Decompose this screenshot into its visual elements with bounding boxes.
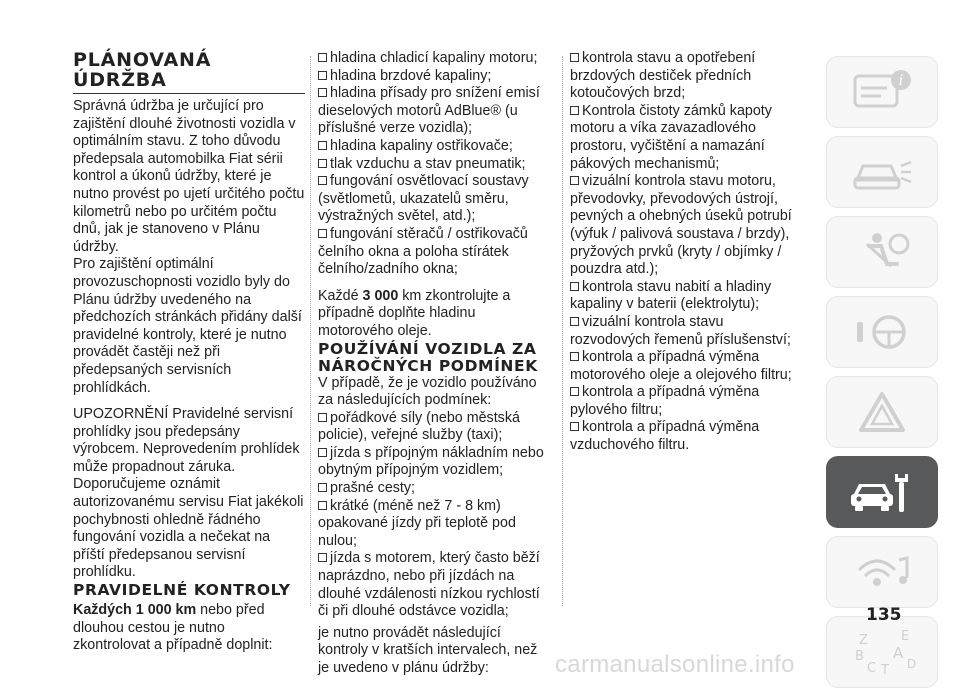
condition-item <box>318 445 550 480</box>
bold-3000: 3 000 <box>362 287 399 304</box>
car-lights-icon <box>847 146 917 198</box>
check-list-1 <box>318 50 550 279</box>
steering-key-icon <box>847 306 917 358</box>
tab-lights[interactable] <box>826 136 938 208</box>
list-item-text: kontrola stavu nabití a hladiny kapaliny v baterii (elektrolytu); <box>570 278 772 313</box>
list-item-text: Kontrola čistoty zámků kapoty motoru a víka zavazadlového prostoru, vyčištění a namazání pákových mechanismů; <box>570 102 772 172</box>
maintenance-item <box>570 384 802 419</box>
checkbox-bullet-icon <box>570 317 579 326</box>
tab-index[interactable] <box>826 616 938 688</box>
title-rule <box>73 93 305 94</box>
list-item-text: kontrola stavu a opotřebení brzdových destiček předních kotoučových brzd; <box>570 50 756 102</box>
checkbox-bullet-icon <box>318 176 327 185</box>
list-item-text: jízda s motorem, který často běží naprázdno, nebo při jízdách na dlouhé vzdálenosti nízkou rychlostí či při dlouhé odstávce vozidla; <box>318 550 540 620</box>
tab-dashboard[interactable] <box>826 56 938 128</box>
checkbox-bullet-icon <box>318 553 327 562</box>
svg-text:i: i <box>898 73 904 89</box>
index-letter: Z <box>859 633 868 648</box>
index-letter: C <box>867 661 877 676</box>
maintenance-item <box>570 173 802 279</box>
title-line-1: PLÁNOVANÁ <box>73 49 212 71</box>
list-item-text: prašné cesty; <box>330 480 416 497</box>
paragraph-warning: UPOZORNĚNÍ Pravidelné servisní prohlídky jsou předepsány výrobcem. Neprovedením prohlídek může propadnout záruka. Doporučujeme oznámit autorizovanému servisu Fiat jakékoli pochybnosti ohledně řádného fungování vozidla a nečekat na příští předepsanou servisní prohlídku. <box>73 406 304 581</box>
check-item <box>318 50 550 68</box>
list-item-text: hladina přísady pro snížení emisí dieselových motorů AdBlue® (u příslušné verze vozidla); <box>318 85 540 137</box>
tab-emergency[interactable] <box>826 376 938 448</box>
check-item <box>318 226 550 279</box>
list-item-text: vizuální kontrola stavu rozvodových řemenů příslušenství; <box>570 313 791 348</box>
paragraph-extra-checks: Pro zajištění optimální provozuschopnosti vozidlo byly do Plánu údržby uvedeného na předchozích stránkách přidány další pravidelné kontroly, které je nutno provádět častěji než při předepsaných servisních prohlídkách. <box>73 256 302 396</box>
tab-multimedia[interactable] <box>826 536 938 608</box>
index-letter: T <box>881 663 889 678</box>
checkbox-bullet-icon <box>570 106 579 115</box>
list-item-text: hladina chladicí kapaliny motoru; <box>330 50 538 66</box>
maintenance-list <box>570 50 802 455</box>
list-item-text: kontrola a případná výměna pylového filtru; <box>570 384 760 418</box>
conditions-list <box>318 410 550 621</box>
checkbox-bullet-icon <box>570 422 579 431</box>
checkbox-bullet-icon <box>318 159 327 168</box>
list-item-text: fungování stěračů / ostřikovačů čelního okna a poloha stírátek čelního/zadního okna; <box>318 225 528 278</box>
bold-interval: Každých 1 000 km <box>73 602 197 619</box>
list-item-text: jízda s přípojným nákladním nebo obytným přípojným vozidlem; <box>318 444 544 479</box>
check-item <box>318 173 550 226</box>
title-line-2: ÚDRŽBA <box>73 69 167 91</box>
checkbox-bullet-icon <box>570 282 579 291</box>
checkbox-bullet-icon <box>318 413 327 422</box>
paragraph-intro: Správná údržba je určující pro zajištění dlouhé životnosti vozidla v optimálním stavu. Z toho důvodu předepsala automobilka Fiat sérii kontrol a úkonů údržby, které je nutno provést po ujetí určitého počtu kilometrů nebo po určitém počtu dnů, jak je stanoveno v Plánu údržby. <box>73 98 305 255</box>
column-divider <box>310 56 311 606</box>
condition-item <box>318 550 550 620</box>
watermark: carmanualsonline.info <box>555 651 795 678</box>
maintenance-item <box>570 50 802 103</box>
index-letter: B <box>855 649 864 664</box>
checkbox-bullet-icon <box>318 483 327 492</box>
maintenance-item <box>570 419 802 454</box>
page-number: 135 <box>866 605 902 625</box>
maintenance-item <box>570 349 802 384</box>
checkbox-bullet-icon <box>570 387 579 396</box>
media-nav-icon <box>847 546 917 598</box>
check-item <box>318 85 550 138</box>
paragraph-every-1000km <box>73 602 305 655</box>
tab-safety[interactable] <box>826 216 938 288</box>
section-title-regular-checks: PRAVIDELNÉ KONTROLY <box>73 581 291 600</box>
list-item-text: vizuální kontrola stavu motoru, převodovky, převodových ústrojí, pevných a ohebných úseků potrubí (výfuk / palivová soustava / brzdy), pryžových prvků (kryty / objímky / pouzdra atd.); <box>570 173 792 278</box>
maintenance-item <box>570 103 802 173</box>
seat-airbag-icon <box>847 226 917 278</box>
tab-maintenance[interactable] <box>826 456 938 528</box>
checkbox-bullet-icon <box>570 352 579 361</box>
warning-triangle-icon <box>847 386 917 438</box>
checkbox-bullet-icon <box>318 71 327 80</box>
list-item-text: kontrola a případná výměna motorového oleje a olejového filtru; <box>570 349 792 383</box>
list-item-text: pořádkové síly (nebo městská policie), veřejné služby (taxi); <box>318 409 520 444</box>
interval-text: nebo před dlouhou cestou je nutno zkontrolovat a případně doplnit: <box>73 602 273 654</box>
index-letters-icon <box>847 626 917 678</box>
text-post: km zkontrolujte a případně doplňte hladinu motorového oleje. <box>318 287 511 339</box>
car-wrench-icon <box>847 466 917 518</box>
checkbox-bullet-icon <box>318 88 327 97</box>
text-pre: Každé <box>318 287 363 304</box>
checkbox-bullet-icon <box>318 501 327 510</box>
tab-starting[interactable] <box>826 296 938 368</box>
list-item-text: krátké (méně než 7 - 8 km) opakované jízdy při teplotě pod nulou; <box>318 497 516 549</box>
section-title-harsh-conditions: POUŽÍVÁNÍ VOZIDLA ZA NÁROČNÝCH PODMÍNEK <box>318 339 538 375</box>
check-item <box>318 138 550 156</box>
checkbox-bullet-icon <box>318 141 327 150</box>
checkbox-bullet-icon <box>570 176 579 185</box>
column-3 <box>570 50 802 455</box>
section-title-planned-maintenance <box>73 50 305 90</box>
column-divider <box>562 56 563 606</box>
check-item <box>318 68 550 86</box>
checkbox-bullet-icon <box>318 448 327 457</box>
maintenance-item <box>570 279 802 314</box>
column-1 <box>73 50 305 655</box>
list-item-text: hladina brzdové kapaliny; <box>330 67 492 84</box>
condition-item <box>318 498 550 551</box>
list-item-text: hladina kapaliny ostřikovače; <box>330 137 513 154</box>
paragraph-conditions-intro: V případě, že je vozidlo používáno za následujících podmínek: <box>318 374 537 409</box>
list-item-text: tlak vzduchu a stav pneumatik; <box>330 155 526 172</box>
list-item-text: fungování osvětlovací soustavy (světlometů, ukazatelů směru, výstražných světel, atd.); <box>318 173 529 225</box>
check-item <box>318 156 550 174</box>
checkbox-bullet-icon <box>318 53 327 62</box>
paragraph-shorter-intervals: je nutno provádět následující kontroly v kratších intervalech, než je uvedeno v plánu údržby: <box>318 624 538 676</box>
list-item-text: kontrola a případná výměna vzduchového filtru. <box>570 419 760 454</box>
maintenance-item <box>570 314 802 349</box>
column-2 <box>318 50 550 678</box>
dashboard-info-icon <box>847 66 917 118</box>
condition-item <box>318 410 550 445</box>
condition-item <box>318 480 550 498</box>
checkbox-bullet-icon <box>570 53 579 62</box>
checkbox-bullet-icon <box>318 229 327 238</box>
paragraph-every-3000km <box>318 288 550 341</box>
index-letter: E <box>901 629 910 644</box>
index-letter: A <box>893 644 904 662</box>
chapter-sidebar <box>826 56 938 696</box>
index-letter: D <box>907 657 917 671</box>
